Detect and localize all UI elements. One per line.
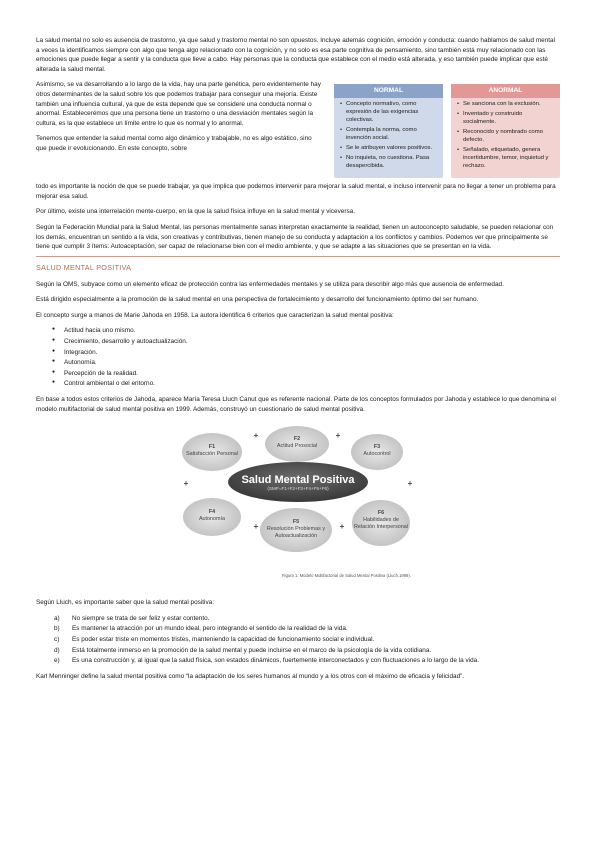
paragraph-oms: Según la OMS, subyace como un elemento eficaz de protección contra las enfermedades mentales y se utiliza para describir algo más que ausencia de enfermedad. (36, 280, 504, 288)
section-title: SALUD MENTAL POSITIVA (36, 262, 132, 272)
factor-f5-label (262, 519, 330, 539)
abnormal-list-item: • Señalado, etiquetado, genera incertidumbre, temor, inquietud y rechazo. (457, 147, 554, 171)
factor-code: F3 (373, 444, 381, 451)
criteria-item: ● Percepción de la realidad. (54, 369, 560, 379)
plus-sign-6: + (339, 522, 345, 532)
criteria-item: ● Crecimiento, desarrollo y autoactualización. (54, 337, 560, 347)
section-divider (36, 256, 560, 257)
plus-sign-1: + (253, 431, 259, 441)
factor-code: F2 (293, 436, 301, 443)
lluch-item (54, 646, 560, 656)
normal-abnormal-block (36, 80, 560, 178)
lluch-item-text: Es una construcción y, al igual que la salud física, son estados dinámicos, fuertemente interconectados y con fluctuaciones a lo largo de la vida. (72, 657, 479, 665)
criteria-item: ● Control ambiental o del entorno. (54, 379, 560, 389)
normal-box-title: NORMAL (334, 84, 443, 98)
factor-f3-label (354, 444, 400, 458)
paragraph-lluch: En base a todos estos criterios de Jahoda, aparece María Teresa Lluch Canut que es referente nacional. Parte de los conceptos formulados por Jahoda y establece lo que denomina el modelo multifactorial de salud mental positiva en 1999. Además, construyó un cuestionario de salud mental positiva. (36, 396, 556, 413)
lluch-item-letter: d) (54, 646, 60, 654)
plus-sign-5: + (253, 522, 259, 532)
center-title: Salud Mental Positiva (241, 474, 355, 487)
lluch-item-letter: c) (54, 636, 60, 644)
lluch-item-letter: b) (54, 625, 60, 633)
normal-list-item: • Concepto normativo, como expresión de las exigencias colectivas. (340, 101, 437, 125)
lluch-item-text: Es mantener la atracción por un mundo ideal, pero integrando el sentido de la realidad de la vida. (72, 625, 348, 633)
paragraph-jahoda: El concepto surge a manos de Marie Jahoda en 1958. La autora identifica 6 criterios que caracterizan la salud mental positiva: (36, 311, 394, 319)
abnormal-list-item: • Reconocido y nombrado como defecto. (457, 129, 554, 145)
paragraph-federation: Según la Federación Mundial para la Salud Mental, las personas mentalmente sanas interpretan exactamente la realidad, tienen un autoconcepto saludable, se pueden relacionar con los demás, encuentran un sentido a la vida, son creativas y contributivas, tienen manejo de su conducta y adaptación a los conflictos y cambios. Podemos ver que principalmente se tiene que cumplir 3 ítems: Autoaceptación, ser capaz de relacionarse bien con el medio ambiente, y que se adapte a las situaciones que se presentan en la vida. (36, 223, 554, 251)
normal-list (334, 98, 443, 178)
abnormal-list-item: • Inventado y construido socialmente. (457, 111, 554, 127)
paragraph-promotion: Está dirigido especialmente a la promoción de la salud mental en una perspectiva de fortalecimiento y desarrollo del funcionamiento óptimo del ser humano. (36, 296, 479, 304)
lluch-item (54, 624, 560, 634)
abnormal-list-item: • Se sanciona con la exclusión. (457, 101, 554, 109)
lluch-item-letter: e) (54, 657, 60, 665)
factor-f6-label (354, 510, 408, 530)
factor-f2-label (268, 436, 326, 450)
factor-name: Satisfacción Personal (186, 450, 238, 457)
paragraph-intro: La salud mental no solo es ausencia de trastorno, ya que salud y trastorno mental no son opuestos. Incluye además cognición, emoción y conducta: cuando hablamos de salud mental a veces la identificamos siempre con algo que tenga algo relacionado con la cognición, y no solo es esa parte cognitiva de pensamiento, sino también está muy relacionado con las emociones que puede llegar a sentir y la conducta que lleve a cabo. Hay personas que la conducta que establece con el medio está alterada, y eso también puede implicar que esté alterada la salud mental. (36, 37, 556, 73)
center-formula: (SMP=F1+F2+F3+F4+F5+F6) (267, 486, 329, 492)
lluch-item-text: No siempre se trata de ser feliz y estar contento. (72, 614, 210, 622)
normal-list-item: • No inquieta, no cuestiona. Pasa desapercibida. (340, 155, 437, 171)
abnormal-list (451, 98, 560, 178)
criteria-item: ● Integración. (54, 348, 560, 358)
lluch-item-text: Es poder estar triste en momentos tristes, manteniendo la capacidad de funcionamiento social e individual. (72, 636, 375, 644)
abnormal-box (451, 84, 560, 178)
criteria-item: ● Actitud hacia uno mismo. (54, 326, 560, 336)
factor-name: Resolución Problemas y Autoactualización (266, 525, 326, 539)
paragraph-mind-body: Por último, existe una interrelación mente-cuerpo, en la que la salud física influye en la salud mental y viceversa. (36, 208, 355, 216)
factor-f1-label (186, 444, 238, 458)
factor-code: F1 (208, 444, 216, 451)
criteria-list (54, 326, 560, 389)
paragraph-lluch-intro: Según Lluch, es importante saber que la salud mental positiva: (36, 599, 214, 607)
factor-code: F4 (208, 509, 216, 516)
multifactorial-model-figure (178, 420, 418, 590)
factor-name: Autocontrol (363, 450, 391, 457)
criteria-item: ● Autonomía. (54, 358, 560, 368)
factor-name: Actitud Prosocial (276, 442, 318, 449)
lluch-item (54, 614, 560, 624)
lluch-item-text: Está totalmente inmerso en la promoción de la salud mental y puede incluirse en el marco de la psicología de la vida cotidiana. (72, 646, 432, 654)
lluch-item (54, 635, 560, 645)
factor-name: Habilidades de Relación Interpersonal (354, 516, 408, 530)
factor-code: F5 (292, 519, 300, 526)
paragraph-dynamic: Tenemos que entender la salud mental como algo dinámico y trabajable, no es algo estático, sino que puede ir evolucionando. En este concepto, sobre (36, 135, 312, 153)
normal-list-item: • Se le atribuyen valores positivos. (340, 145, 437, 153)
lluch-item-letter: a) (54, 614, 60, 622)
paragraph-work: todo es importante la noción de que se puede trabajar, ya que implica que podemos intervenir para mejorar la salud mental, e incluso intervenir para no llegar a tener un problema para mejorar esa salud. (36, 183, 556, 200)
paragraph-menninger: Karl Menninger define la salud mental positiva como “la adaptación de los seres humanos al mundo y a los otros con el máximo de eficacia y felicidad”. (36, 672, 465, 680)
abnormal-box-title: ANORMAL (451, 84, 560, 98)
factor-name: Autonomía (198, 515, 226, 522)
paragraph-development: Asimismo, se va desarrollando a lo largo de la vida, hay una parte genética, pero evidentemente hay otros determinantes de la salud sobre los que podemos trabajar para conseguir una mejoría. Existe también una influencia cultural, ya que de esta depende que se considere una conducta normal o anormal. Establecerémos que una persona tiene un trastorno o una desviación mentales según la cultura, es la que establece un límite entre lo que es normal y lo anormal. (36, 81, 321, 127)
factor-f4-label (186, 509, 238, 523)
plus-sign-3: + (183, 479, 189, 489)
plus-sign-4: + (407, 479, 413, 489)
normal-list-item: • Contempla la norma, como invención social. (340, 127, 437, 143)
plus-sign-2: + (335, 431, 341, 441)
figure-caption: Figura 1. Modelo Multifactorial de Salud Mental Positiva (Lluch,1999). (282, 573, 411, 579)
left-column (36, 80, 322, 178)
normal-box (334, 84, 443, 178)
lluch-item (54, 656, 560, 666)
factor-code: F6 (377, 510, 385, 517)
normal-abnormal-table (334, 84, 560, 178)
lluch-list (54, 614, 560, 666)
